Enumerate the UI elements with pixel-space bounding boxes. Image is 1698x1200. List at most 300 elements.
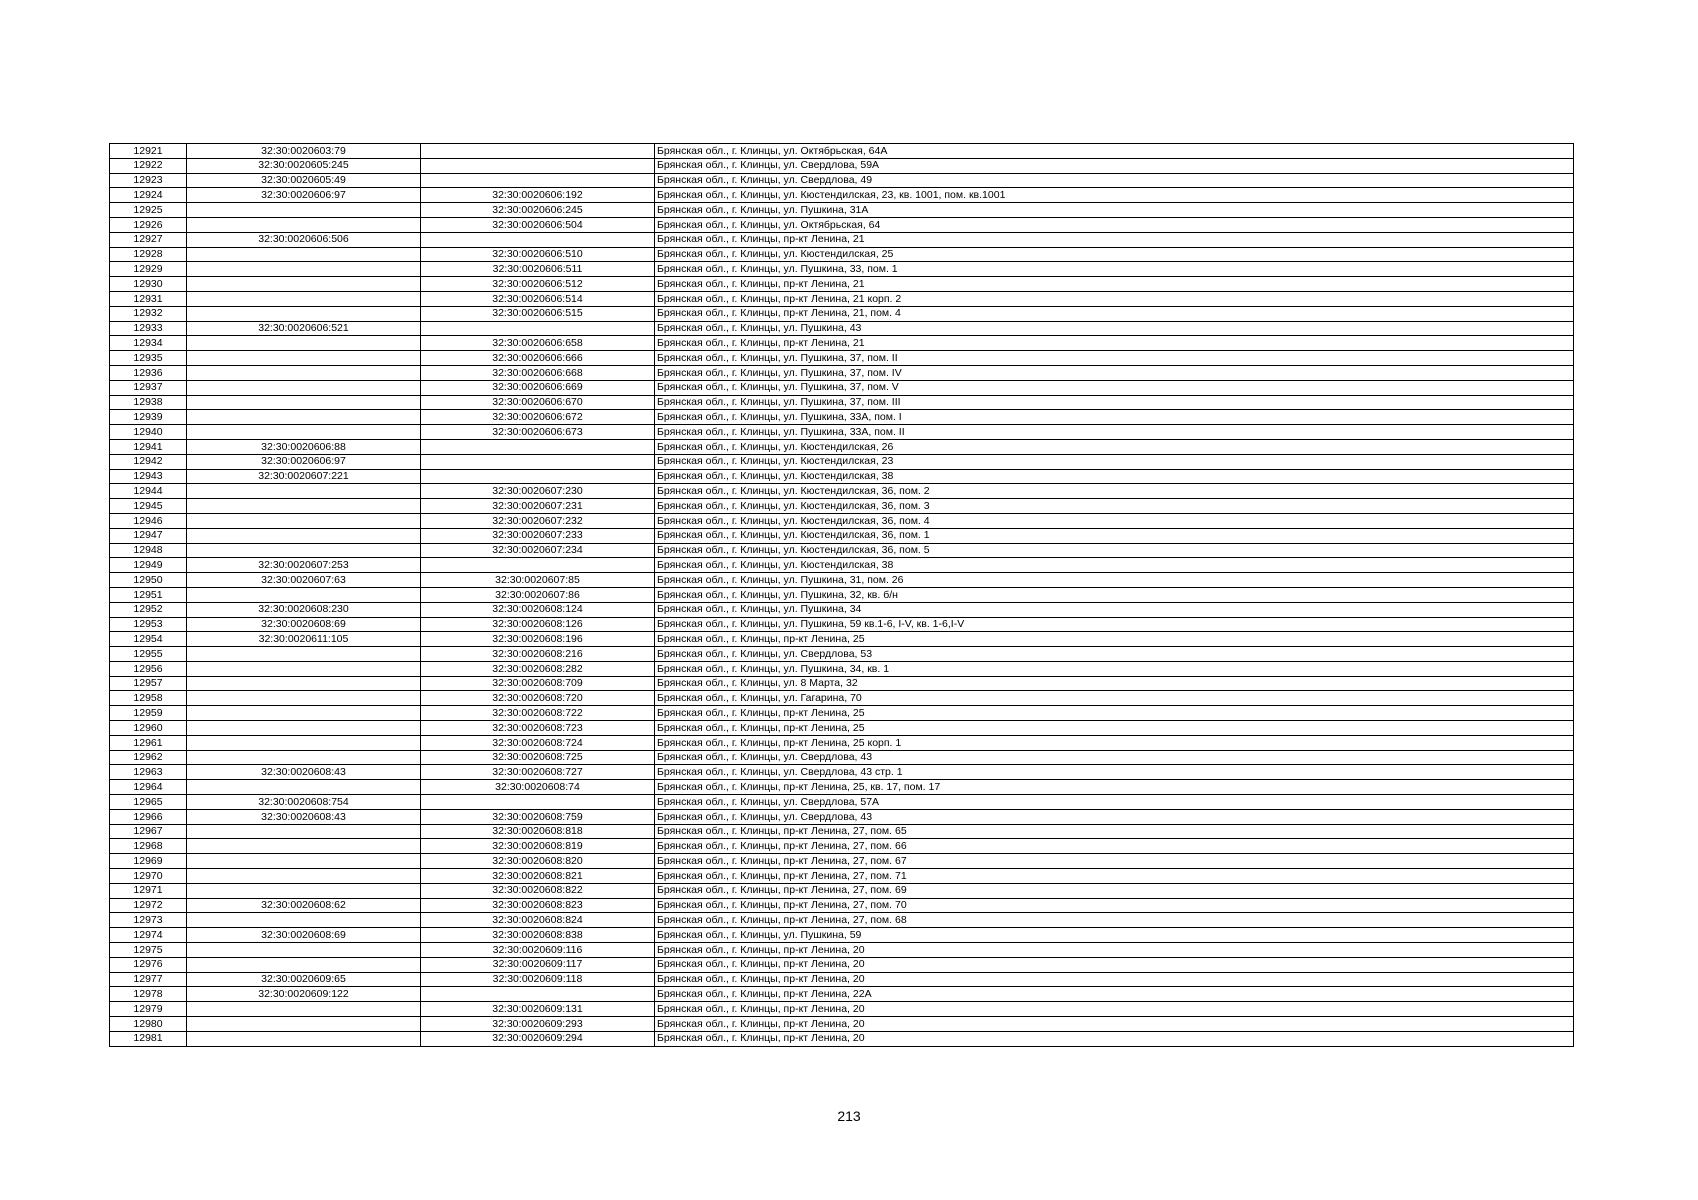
- row-number-cell: 12933: [110, 321, 187, 336]
- cadastral-number-cell: [187, 425, 421, 440]
- table-row: [110, 469, 1574, 484]
- related-cadastral-number-cell: 32:30:0020608:725: [421, 750, 655, 765]
- table-row: [110, 558, 1574, 573]
- row-number-cell: 12926: [110, 217, 187, 232]
- cadastral-number-cell: [187, 262, 421, 277]
- row-number-cell: 12924: [110, 188, 187, 203]
- cadastral-number-cell: 32:30:0020605:245: [187, 158, 421, 173]
- table-row: [110, 232, 1574, 247]
- table-row: [110, 217, 1574, 232]
- cadastral-number-cell: [187, 883, 421, 898]
- related-cadastral-number-cell: 32:30:0020606:192: [421, 188, 655, 203]
- table-row: [110, 957, 1574, 972]
- address-cell: Брянская обл., г. Клинцы, ул. Кюстендилская, 25: [655, 247, 1574, 262]
- row-number-cell: 12935: [110, 351, 187, 366]
- related-cadastral-number-cell: 32:30:0020607:86: [421, 587, 655, 602]
- row-number-cell: 12979: [110, 1002, 187, 1017]
- row-number-cell: 12976: [110, 957, 187, 972]
- cadastral-number-cell: [187, 217, 421, 232]
- row-number-cell: 12954: [110, 632, 187, 647]
- related-cadastral-number-cell: 32:30:0020608:727: [421, 765, 655, 780]
- related-cadastral-number-cell: 32:30:0020606:504: [421, 217, 655, 232]
- table-row: [110, 869, 1574, 884]
- address-cell: Брянская обл., г. Клинцы, ул. Кюстендилская, 36, пом. 3: [655, 499, 1574, 514]
- table-row: [110, 898, 1574, 913]
- cadastral-number-cell: 32:30:0020606:88: [187, 439, 421, 454]
- address-cell: Брянская обл., г. Клинцы, ул. Пушкина, 59: [655, 928, 1574, 943]
- related-cadastral-number-cell: [421, 795, 655, 810]
- address-cell: Брянская обл., г. Клинцы, пр-кт Ленина, 21, пом. 4: [655, 306, 1574, 321]
- address-cell: Брянская обл., г. Клинцы, ул. Пушкина, 32, кв. б/н: [655, 587, 1574, 602]
- table-row: [110, 499, 1574, 514]
- table-row: [110, 1031, 1574, 1046]
- cadastral-table: [109, 143, 1574, 1047]
- related-cadastral-number-cell: 32:30:0020608:821: [421, 869, 655, 884]
- cadastral-number-cell: [187, 513, 421, 528]
- address-cell: Брянская обл., г. Клинцы, ул. Пушкина, 33А, пом. I: [655, 410, 1574, 425]
- cadastral-number-cell: 32:30:0020606:97: [187, 188, 421, 203]
- related-cadastral-number-cell: 32:30:0020606:668: [421, 365, 655, 380]
- row-number-cell: 12951: [110, 587, 187, 602]
- address-cell: Брянская обл., г. Клинцы, ул. Свердлова, 57А: [655, 795, 1574, 810]
- related-cadastral-number-cell: 32:30:0020609:117: [421, 957, 655, 972]
- cadastral-number-cell: 32:30:0020607:221: [187, 469, 421, 484]
- row-number-cell: 12937: [110, 380, 187, 395]
- row-number-cell: 12972: [110, 898, 187, 913]
- address-cell: Брянская обл., г. Клинцы, пр-кт Ленина, 21: [655, 232, 1574, 247]
- table-row: [110, 395, 1574, 410]
- address-cell: Брянская обл., г. Клинцы, ул. Пушкина, 33А, пом. II: [655, 425, 1574, 440]
- related-cadastral-number-cell: [421, 454, 655, 469]
- address-cell: Брянская обл., г. Клинцы, ул. Пушкина, 31, пом. 26: [655, 573, 1574, 588]
- row-number-cell: 12964: [110, 780, 187, 795]
- row-number-cell: 12956: [110, 661, 187, 676]
- row-number-cell: 12928: [110, 247, 187, 262]
- address-cell: Брянская обл., г. Клинцы, пр-кт Ленина, 25: [655, 706, 1574, 721]
- row-number-cell: 12946: [110, 513, 187, 528]
- related-cadastral-number-cell: 32:30:0020606:658: [421, 336, 655, 351]
- address-cell: Брянская обл., г. Клинцы, ул. Пушкина, 37, пом. V: [655, 380, 1574, 395]
- cadastral-number-cell: 32:30:0020611:105: [187, 632, 421, 647]
- row-number-cell: 12929: [110, 262, 187, 277]
- cadastral-number-cell: 32:30:0020607:253: [187, 558, 421, 573]
- row-number-cell: 12930: [110, 277, 187, 292]
- row-number-cell: 12966: [110, 809, 187, 824]
- related-cadastral-number-cell: 32:30:0020608:838: [421, 928, 655, 943]
- address-cell: Брянская обл., г. Клинцы, ул. Кюстендилская, 26: [655, 439, 1574, 454]
- related-cadastral-number-cell: 32:30:0020607:233: [421, 528, 655, 543]
- cadastral-number-cell: [187, 706, 421, 721]
- related-cadastral-number-cell: 32:30:0020608:709: [421, 676, 655, 691]
- address-cell: Брянская обл., г. Клинцы, ул. Свердлова, 43: [655, 750, 1574, 765]
- cadastral-number-cell: 32:30:0020608:69: [187, 928, 421, 943]
- related-cadastral-number-cell: 32:30:0020608:723: [421, 721, 655, 736]
- cadastral-number-cell: [187, 543, 421, 558]
- row-number-cell: 12943: [110, 469, 187, 484]
- cadastral-number-cell: [187, 528, 421, 543]
- row-number-cell: 12939: [110, 410, 187, 425]
- cadastral-number-cell: 32:30:0020608:754: [187, 795, 421, 810]
- cadastral-number-cell: [187, 499, 421, 514]
- address-cell: Брянская обл., г. Клинцы, ул. Свердлова, 43 стр. 1: [655, 765, 1574, 780]
- cadastral-number-cell: [187, 380, 421, 395]
- cadastral-number-cell: 32:30:0020609:65: [187, 972, 421, 987]
- row-number-cell: 12938: [110, 395, 187, 410]
- row-number-cell: 12962: [110, 750, 187, 765]
- table-row: [110, 928, 1574, 943]
- table-row: [110, 987, 1574, 1002]
- related-cadastral-number-cell: 32:30:0020608:722: [421, 706, 655, 721]
- cadastral-number-cell: 32:30:0020608:69: [187, 617, 421, 632]
- table-row: [110, 528, 1574, 543]
- cadastral-number-cell: 32:30:0020603:79: [187, 144, 421, 159]
- row-number-cell: 12981: [110, 1031, 187, 1046]
- cadastral-number-cell: [187, 306, 421, 321]
- table-row: [110, 721, 1574, 736]
- cadastral-number-cell: [187, 957, 421, 972]
- cadastral-number-cell: 32:30:0020608:230: [187, 602, 421, 617]
- row-number-cell: 12941: [110, 439, 187, 454]
- table-row: [110, 735, 1574, 750]
- related-cadastral-number-cell: [421, 321, 655, 336]
- address-cell: Брянская обл., г. Клинцы, пр-кт Ленина, 27, пом. 65: [655, 824, 1574, 839]
- related-cadastral-number-cell: 32:30:0020608:818: [421, 824, 655, 839]
- cadastral-number-cell: [187, 247, 421, 262]
- row-number-cell: 12945: [110, 499, 187, 514]
- related-cadastral-number-cell: [421, 173, 655, 188]
- related-cadastral-number-cell: 32:30:0020606:670: [421, 395, 655, 410]
- address-cell: Брянская обл., г. Клинцы, пр-кт Ленина, 27, пом. 70: [655, 898, 1574, 913]
- row-number-cell: 12975: [110, 943, 187, 958]
- table-row: [110, 809, 1574, 824]
- table-row: [110, 306, 1574, 321]
- related-cadastral-number-cell: 32:30:0020606:514: [421, 291, 655, 306]
- table-row: [110, 632, 1574, 647]
- address-cell: Брянская обл., г. Клинцы, пр-кт Ленина, 27, пом. 71: [655, 869, 1574, 884]
- cadastral-number-cell: [187, 661, 421, 676]
- related-cadastral-number-cell: 32:30:0020609:294: [421, 1031, 655, 1046]
- table-row: [110, 173, 1574, 188]
- address-cell: Брянская обл., г. Клинцы, пр-кт Ленина, 25 корп. 1: [655, 735, 1574, 750]
- address-cell: Брянская обл., г. Клинцы, ул. Кюстендилская, 36, пом. 5: [655, 543, 1574, 558]
- related-cadastral-number-cell: 32:30:0020608:282: [421, 661, 655, 676]
- row-number-cell: 12944: [110, 484, 187, 499]
- table-row: [110, 617, 1574, 632]
- table-row: [110, 706, 1574, 721]
- related-cadastral-number-cell: 32:30:0020608:124: [421, 602, 655, 617]
- table-row: [110, 602, 1574, 617]
- address-cell: Брянская обл., г. Клинцы, ул. Свердлова, 59А: [655, 158, 1574, 173]
- address-cell: Брянская обл., г. Клинцы, ул. Пушкина, 43: [655, 321, 1574, 336]
- related-cadastral-number-cell: 32:30:0020606:673: [421, 425, 655, 440]
- row-number-cell: 12970: [110, 869, 187, 884]
- table-row: [110, 661, 1574, 676]
- related-cadastral-number-cell: [421, 987, 655, 1002]
- cadastral-number-cell: [187, 854, 421, 869]
- address-cell: Брянская обл., г. Клинцы, пр-кт Ленина, 27, пом. 68: [655, 913, 1574, 928]
- related-cadastral-number-cell: [421, 558, 655, 573]
- table-row: [110, 1002, 1574, 1017]
- cadastral-number-cell: [187, 750, 421, 765]
- address-cell: Брянская обл., г. Клинцы, ул. Свердлова, 53: [655, 647, 1574, 662]
- related-cadastral-number-cell: 32:30:0020608:759: [421, 809, 655, 824]
- row-number-cell: 12934: [110, 336, 187, 351]
- related-cadastral-number-cell: 32:30:0020608:74: [421, 780, 655, 795]
- address-cell: Брянская обл., г. Клинцы, ул. Кюстендилская, 36, пом. 2: [655, 484, 1574, 499]
- table-row: [110, 484, 1574, 499]
- row-number-cell: 12978: [110, 987, 187, 1002]
- address-cell: Брянская обл., г. Клинцы, ул. Пушкина, 34, кв. 1: [655, 661, 1574, 676]
- cadastral-number-cell: [187, 336, 421, 351]
- address-cell: Брянская обл., г. Клинцы, ул. Кюстендилская, 38: [655, 558, 1574, 573]
- table-row: [110, 943, 1574, 958]
- table-row: [110, 573, 1574, 588]
- cadastral-number-cell: [187, 839, 421, 854]
- address-cell: Брянская обл., г. Клинцы, ул. Кюстендилская, 23: [655, 454, 1574, 469]
- cadastral-number-cell: 32:30:0020608:43: [187, 765, 421, 780]
- cadastral-number-cell: [187, 647, 421, 662]
- related-cadastral-number-cell: 32:30:0020608:819: [421, 839, 655, 854]
- table-row: [110, 351, 1574, 366]
- table-row: [110, 188, 1574, 203]
- table-row: [110, 439, 1574, 454]
- cadastral-number-cell: [187, 1017, 421, 1032]
- address-cell: Брянская обл., г. Клинцы, ул. Гагарина, 70: [655, 691, 1574, 706]
- row-number-cell: 12949: [110, 558, 187, 573]
- cadastral-number-cell: 32:30:0020605:49: [187, 173, 421, 188]
- table-row: [110, 513, 1574, 528]
- related-cadastral-number-cell: 32:30:0020606:672: [421, 410, 655, 425]
- row-number-cell: 12922: [110, 158, 187, 173]
- cadastral-number-cell: [187, 676, 421, 691]
- related-cadastral-number-cell: 32:30:0020608:196: [421, 632, 655, 647]
- address-cell: Брянская обл., г. Клинцы, пр-кт Ленина, 27, пом. 69: [655, 883, 1574, 898]
- table-row: [110, 972, 1574, 987]
- cadastral-number-cell: [187, 395, 421, 410]
- row-number-cell: 12961: [110, 735, 187, 750]
- cadastral-number-cell: [187, 1002, 421, 1017]
- table-row: [110, 795, 1574, 810]
- address-cell: Брянская обл., г. Клинцы, пр-кт Ленина, 20: [655, 1031, 1574, 1046]
- cadastral-number-cell: [187, 824, 421, 839]
- table-row: [110, 247, 1574, 262]
- cadastral-number-cell: [187, 1031, 421, 1046]
- table-row: [110, 1017, 1574, 1032]
- row-number-cell: 12947: [110, 528, 187, 543]
- cadastral-number-cell: [187, 203, 421, 218]
- table-row: [110, 158, 1574, 173]
- table-row: [110, 587, 1574, 602]
- related-cadastral-number-cell: 32:30:0020609:118: [421, 972, 655, 987]
- table-row: [110, 203, 1574, 218]
- table-row: [110, 691, 1574, 706]
- address-cell: Брянская обл., г. Клинцы, ул. Пушкина, 59 кв.1-6, I-V, кв. 1-6,I-V: [655, 617, 1574, 632]
- row-number-cell: 12959: [110, 706, 187, 721]
- address-cell: Брянская обл., г. Клинцы, ул. Пушкина, 37, пом. IV: [655, 365, 1574, 380]
- related-cadastral-number-cell: 32:30:0020609:293: [421, 1017, 655, 1032]
- row-number-cell: 12950: [110, 573, 187, 588]
- related-cadastral-number-cell: [421, 439, 655, 454]
- related-cadastral-number-cell: 32:30:0020608:720: [421, 691, 655, 706]
- table-row: [110, 676, 1574, 691]
- table-row: [110, 454, 1574, 469]
- address-cell: Брянская обл., г. Клинцы, пр-кт Ленина, 22А: [655, 987, 1574, 1002]
- cadastral-number-cell: 32:30:0020609:122: [187, 987, 421, 1002]
- address-cell: Брянская обл., г. Клинцы, ул. Пушкина, 37, пом. II: [655, 351, 1574, 366]
- address-cell: Брянская обл., г. Клинцы, пр-кт Ленина, 20: [655, 1017, 1574, 1032]
- address-cell: Брянская обл., г. Клинцы, пр-кт Ленина, 21 корп. 2: [655, 291, 1574, 306]
- related-cadastral-number-cell: [421, 469, 655, 484]
- related-cadastral-number-cell: 32:30:0020606:245: [421, 203, 655, 218]
- address-cell: Брянская обл., г. Клинцы, ул. Свердлова, 49: [655, 173, 1574, 188]
- cadastral-number-cell: [187, 780, 421, 795]
- table-row: [110, 336, 1574, 351]
- page-number: 213: [837, 1108, 861, 1124]
- address-cell: Брянская обл., г. Клинцы, ул. Кюстендилская, 23, кв. 1001, пом. кв.1001: [655, 188, 1574, 203]
- address-cell: Брянская обл., г. Клинцы, ул. Пушкина, 31А: [655, 203, 1574, 218]
- related-cadastral-number-cell: 32:30:0020608:824: [421, 913, 655, 928]
- row-number-cell: 12927: [110, 232, 187, 247]
- row-number-cell: 12968: [110, 839, 187, 854]
- address-cell: Брянская обл., г. Клинцы, ул. Октябрьская, 64: [655, 217, 1574, 232]
- cadastral-number-cell: [187, 291, 421, 306]
- cadastral-number-cell: [187, 721, 421, 736]
- table-row: [110, 765, 1574, 780]
- row-number-cell: 12948: [110, 543, 187, 558]
- address-cell: Брянская обл., г. Клинцы, ул. Пушкина, 33, пом. 1: [655, 262, 1574, 277]
- row-number-cell: 12967: [110, 824, 187, 839]
- row-number-cell: 12958: [110, 691, 187, 706]
- row-number-cell: 12969: [110, 854, 187, 869]
- address-cell: Брянская обл., г. Клинцы, ул. Пушкина, 37, пом. III: [655, 395, 1574, 410]
- table-row: [110, 277, 1574, 292]
- cadastral-number-cell: [187, 351, 421, 366]
- address-cell: Брянская обл., г. Клинцы, пр-кт Ленина, 20: [655, 943, 1574, 958]
- address-cell: Брянская обл., г. Клинцы, ул. Октябрьская, 64А: [655, 144, 1574, 159]
- cadastral-number-cell: [187, 587, 421, 602]
- cadastral-number-cell: [187, 691, 421, 706]
- row-number-cell: 12957: [110, 676, 187, 691]
- cadastral-number-cell: [187, 735, 421, 750]
- address-cell: Брянская обл., г. Клинцы, ул. 8 Марта, 32: [655, 676, 1574, 691]
- cadastral-number-cell: 32:30:0020608:62: [187, 898, 421, 913]
- table-row: [110, 425, 1574, 440]
- table-row: [110, 380, 1574, 395]
- address-cell: Брянская обл., г. Клинцы, пр-кт Ленина, 25: [655, 632, 1574, 647]
- cadastral-number-cell: [187, 869, 421, 884]
- related-cadastral-number-cell: 32:30:0020608:126: [421, 617, 655, 632]
- related-cadastral-number-cell: 32:30:0020607:234: [421, 543, 655, 558]
- cadastral-number-cell: [187, 277, 421, 292]
- related-cadastral-number-cell: 32:30:0020608:822: [421, 883, 655, 898]
- address-cell: Брянская обл., г. Клинцы, пр-кт Ленина, 21: [655, 336, 1574, 351]
- row-number-cell: 12960: [110, 721, 187, 736]
- related-cadastral-number-cell: 32:30:0020606:669: [421, 380, 655, 395]
- related-cadastral-number-cell: 32:30:0020609:116: [421, 943, 655, 958]
- row-number-cell: 12974: [110, 928, 187, 943]
- row-number-cell: 12977: [110, 972, 187, 987]
- table-row: [110, 543, 1574, 558]
- related-cadastral-number-cell: 32:30:0020607:231: [421, 499, 655, 514]
- table-row: [110, 750, 1574, 765]
- table-row: [110, 262, 1574, 277]
- address-cell: Брянская обл., г. Клинцы, ул. Кюстендилская, 36, пом. 4: [655, 513, 1574, 528]
- address-cell: Брянская обл., г. Клинцы, ул. Кюстендилская, 36, пом. 1: [655, 528, 1574, 543]
- cadastral-number-cell: [187, 410, 421, 425]
- related-cadastral-number-cell: 32:30:0020606:512: [421, 277, 655, 292]
- cadastral-number-cell: [187, 913, 421, 928]
- related-cadastral-number-cell: 32:30:0020606:666: [421, 351, 655, 366]
- table-row: [110, 647, 1574, 662]
- related-cadastral-number-cell: 32:30:0020608:820: [421, 854, 655, 869]
- cadastral-number-cell: [187, 365, 421, 380]
- address-cell: Брянская обл., г. Клинцы, пр-кт Ленина, 25: [655, 721, 1574, 736]
- row-number-cell: 12925: [110, 203, 187, 218]
- related-cadastral-number-cell: [421, 144, 655, 159]
- row-number-cell: 12940: [110, 425, 187, 440]
- cadastral-number-cell: 32:30:0020608:43: [187, 809, 421, 824]
- table-row: [110, 883, 1574, 898]
- row-number-cell: 12953: [110, 617, 187, 632]
- table-row: [110, 410, 1574, 425]
- address-cell: Брянская обл., г. Клинцы, пр-кт Ленина, 25, кв. 17, пом. 17: [655, 780, 1574, 795]
- address-cell: Брянская обл., г. Клинцы, ул. Пушкина, 34: [655, 602, 1574, 617]
- table-row: [110, 144, 1574, 159]
- row-number-cell: 12965: [110, 795, 187, 810]
- related-cadastral-number-cell: 32:30:0020608:216: [421, 647, 655, 662]
- row-number-cell: 12923: [110, 173, 187, 188]
- address-cell: Брянская обл., г. Клинцы, ул. Кюстендилская, 38: [655, 469, 1574, 484]
- address-cell: Брянская обл., г. Клинцы, пр-кт Ленина, 27, пом. 67: [655, 854, 1574, 869]
- table-row: [110, 291, 1574, 306]
- row-number-cell: 12952: [110, 602, 187, 617]
- address-cell: Брянская обл., г. Клинцы, ул. Свердлова, 43: [655, 809, 1574, 824]
- address-cell: Брянская обл., г. Клинцы, пр-кт Ленина, 27, пом. 66: [655, 839, 1574, 854]
- row-number-cell: 12932: [110, 306, 187, 321]
- related-cadastral-number-cell: 32:30:0020606:515: [421, 306, 655, 321]
- related-cadastral-number-cell: 32:30:0020606:511: [421, 262, 655, 277]
- related-cadastral-number-cell: [421, 232, 655, 247]
- related-cadastral-number-cell: 32:30:0020609:131: [421, 1002, 655, 1017]
- row-number-cell: 12936: [110, 365, 187, 380]
- cadastral-number-cell: [187, 484, 421, 499]
- row-number-cell: 12942: [110, 454, 187, 469]
- address-cell: Брянская обл., г. Клинцы, пр-кт Ленина, 20: [655, 957, 1574, 972]
- related-cadastral-number-cell: [421, 158, 655, 173]
- row-number-cell: 12973: [110, 913, 187, 928]
- table-row: [110, 824, 1574, 839]
- related-cadastral-number-cell: 32:30:0020608:724: [421, 735, 655, 750]
- table-row: [110, 913, 1574, 928]
- cadastral-number-cell: 32:30:0020606:506: [187, 232, 421, 247]
- address-cell: Брянская обл., г. Клинцы, пр-кт Ленина, 20: [655, 972, 1574, 987]
- address-cell: Брянская обл., г. Клинцы, пр-кт Ленина, 20: [655, 1002, 1574, 1017]
- table-row: [110, 365, 1574, 380]
- row-number-cell: 12931: [110, 291, 187, 306]
- address-cell: Брянская обл., г. Клинцы, пр-кт Ленина, 21: [655, 277, 1574, 292]
- related-cadastral-number-cell: 32:30:0020606:510: [421, 247, 655, 262]
- related-cadastral-number-cell: 32:30:0020607:232: [421, 513, 655, 528]
- cadastral-number-cell: [187, 943, 421, 958]
- related-cadastral-number-cell: 32:30:0020607:230: [421, 484, 655, 499]
- row-number-cell: 12971: [110, 883, 187, 898]
- row-number-cell: 12980: [110, 1017, 187, 1032]
- row-number-cell: 12955: [110, 647, 187, 662]
- table-row: [110, 839, 1574, 854]
- related-cadastral-number-cell: 32:30:0020607:85: [421, 573, 655, 588]
- table-row: [110, 780, 1574, 795]
- cadastral-number-cell: 32:30:0020606:97: [187, 454, 421, 469]
